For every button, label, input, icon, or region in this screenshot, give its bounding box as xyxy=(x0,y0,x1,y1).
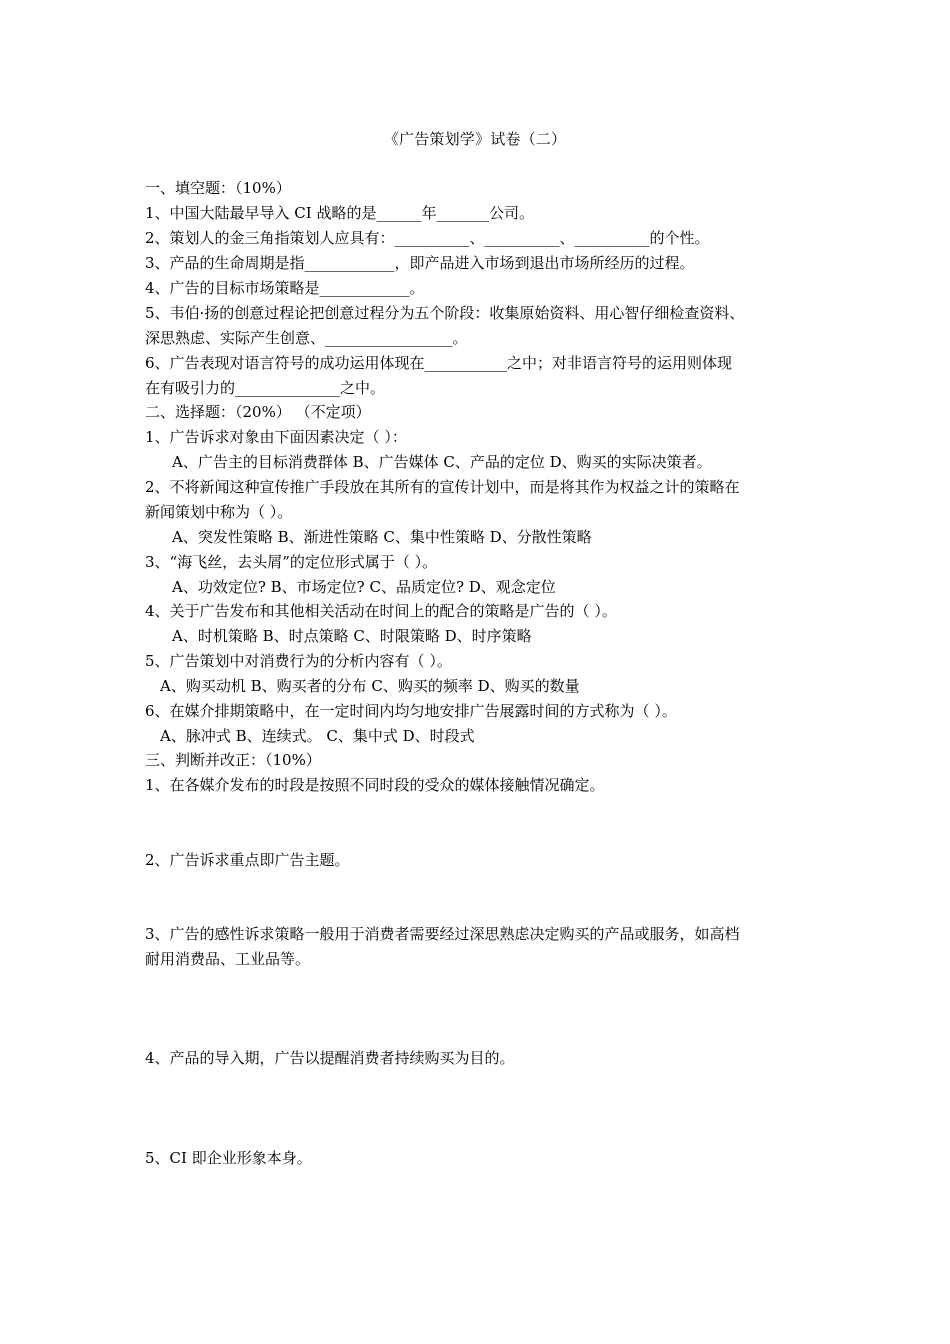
fill-question-4: 4、广告的目标市场策略是____________。 xyxy=(145,279,425,297)
fill-question-6-line2: 在有吸引力的______________之中。 xyxy=(145,379,386,397)
judge-question-2: 2、广告诉求重点即广告主题。 xyxy=(145,851,350,869)
judge-question-3-line1: 3、广告的感性诉求策略一般用于消费者需要经过深思熟虑决定购买的产品或服务，如高档 xyxy=(145,925,740,943)
choice-question-1: 1、广告诉求对象由下面因素决定（ ）： xyxy=(145,428,407,446)
section1-heading: 一、填空题：（10%） xyxy=(145,179,291,197)
choice-question-6-options: A、脉冲式 B、连续式。 C、集中式 D、时段式 xyxy=(160,727,475,745)
choice-question-2-options: A、突发性策略 B、渐进性策略 C、集中性策略 D、分散性策略 xyxy=(172,528,592,546)
judge-question-5: 5、CI 即企业形象本身。 xyxy=(145,1149,312,1167)
choice-question-2-line1: 2、不将新闻这种宣传推广手段放在其所有的宣传计划中，而是将其作为权益之计的策略在 xyxy=(145,478,740,496)
section3-heading: 三、判断并改正：（10%） xyxy=(145,751,321,769)
choice-question-4-options: A、时机策略 B、时点策略 C、时限策略 D、时序策略 xyxy=(172,627,532,645)
judge-question-4: 4、产品的导入期，广告以提醒消费者持续购买为目的。 xyxy=(145,1049,515,1067)
choice-question-5-options: A、购买动机 B、购买者的分布 C、购买的频率 D、购买的数量 xyxy=(160,677,580,695)
fill-question-5-line2: 深思熟虑、实际产生创意、_________________。 xyxy=(145,329,468,347)
choice-question-6: 6、在媒介排期策略中，在一定时间内均匀地安排广告展露时间的方式称为（ ）。 xyxy=(145,702,677,720)
exam-title: 《广告策划学》试卷（二） xyxy=(383,130,567,148)
fill-question-6-line1: 6、广告表现对语言符号的成功运用体现在___________之中；对非语言符号的运用则体现 xyxy=(145,354,733,372)
choice-question-3-options: A、功效定位? B、市场定位? C、品质定位? D、观念定位 xyxy=(172,578,556,596)
section2-heading: 二、选择题：（20%） （不定项） xyxy=(145,403,371,421)
judge-question-3-line2: 耐用消费品、工业品等。 xyxy=(145,950,311,968)
choice-question-3: 3、“海飞丝，去头屑”的定位形式属于（ ）。 xyxy=(145,553,438,571)
choice-question-5: 5、广告策划中对消费行为的分析内容有（ ）。 xyxy=(145,652,452,670)
fill-question-2: 2、策划人的金三角指策划人应具有：__________、__________、__________的个性。 xyxy=(145,229,710,247)
choice-question-2-line2: 新闻策划中称为（ ）。 xyxy=(145,503,293,521)
fill-question-1: 1、中国大陆最早导入 CI 战略的是______年_______公司。 xyxy=(145,204,534,222)
fill-question-5-line1: 5、韦伯·扬的创意过程论把创意过程分为五个阶段：收集原始资料、用心智仔细检查资料、 xyxy=(145,304,745,322)
judge-question-1: 1、在各媒介发布的时段是按照不同时段的受众的媒体接触情况确定。 xyxy=(145,776,605,794)
choice-question-1-options: A、广告主的目标消费群体 B、广告媒体 C、产品的定位 D、购买的实际决策者。 xyxy=(172,453,712,471)
fill-question-3: 3、产品的生命周期是指____________，即产品进入市场到退出市场所经历的过程。 xyxy=(145,254,695,272)
choice-question-4: 4、关于广告发布和其他相关活动在时间上的配合的策略是广告的（ ）。 xyxy=(145,602,617,620)
